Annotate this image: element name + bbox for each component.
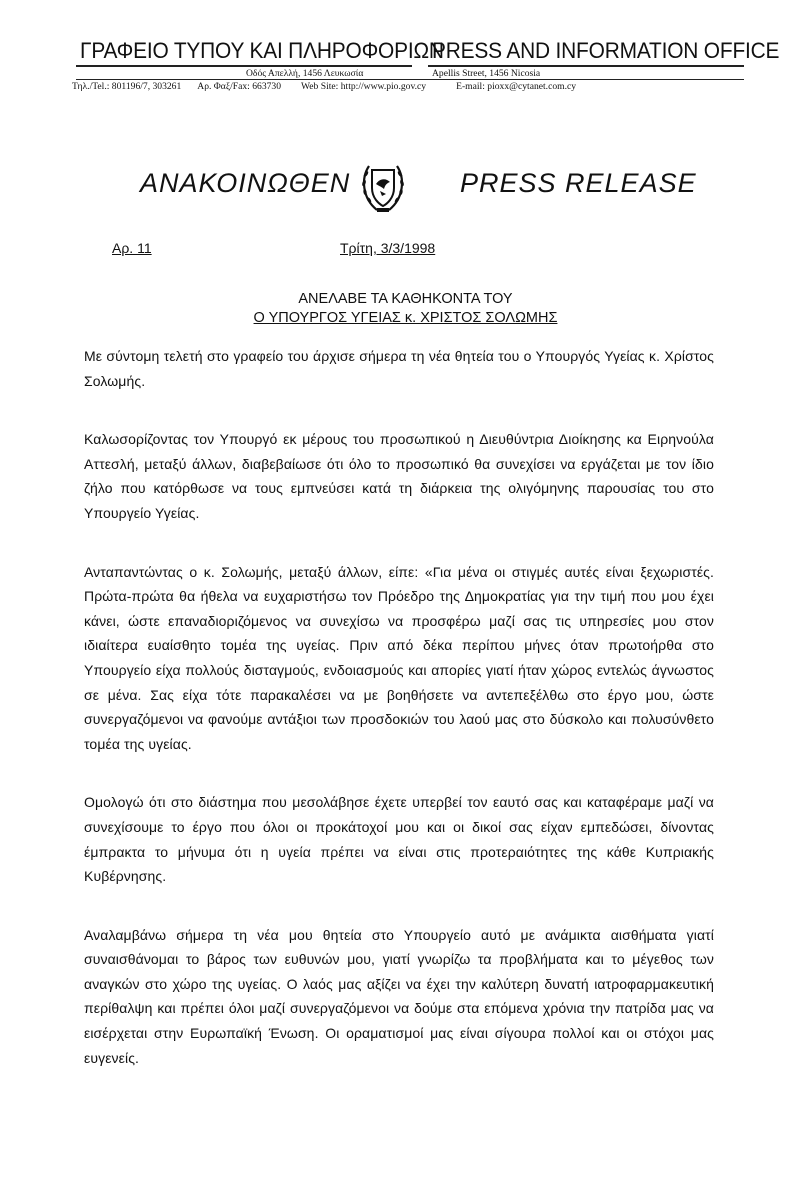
header-rule-left xyxy=(76,65,412,67)
body-paragraph: Ανταπαντώντας ο κ. Σολωμής, μεταξύ άλλων, είπε: «Για μένα οι στιγμές αυτές είναι ξεχωριστές. Πρώτα-πρώτα θα ήθελα να ευχαριστήσω τον Πρόεδρο της Δημοκρατίας για την τιμή που μου έχει κάνει, ώστε επαναδιοριζόμενος να συνεχίσω να προσφέρω μαζί σας τις υπηρεσίες μου στον ιδιαίτερα ευαίσθητο τομέα της υγείας. Πριν από δέκα περίπου μήνες όταν πρωτοήρθα στο Υπουργείο είχα πολλούς δισταγμούς, ενδοιασμούς και απορίες γιατί ήταν χώρος εντελώς άγνωστος σε μένα. Σας είχα τότε παρακαλέσει να με βοηθήσετε να αντεπεξέλθω στο έργο μου, ώστε συνεργαζόμενοι να φανούμε αντάξιοι των προσδοκιών του λαού μας στο δύσκολο και πολυσύνθετο τομέα της υγείας. xyxy=(84,563,714,752)
body-paragraph: Με σύντομη τελετή στο γραφείο του άρχισε σήμερα τη νέα θητεία του ο Υπουργός Υγείας κ. Χρίστος Σολωμής. xyxy=(84,348,714,389)
header-rule-bottom xyxy=(76,79,744,80)
contact-line xyxy=(72,81,752,92)
address-english: Apellis Street, 1456 Nicosia xyxy=(432,68,541,79)
headline-line-2: Ο ΥΠΟΥΡΓΟΣ ΥΓΕΙΑΣ κ. ΧΡΙΣΤΟΣ ΣΟΛΩΜΗΣ xyxy=(253,310,558,326)
office-title-english: PRESS AND INFORMATION OFFICE xyxy=(432,38,780,63)
website: Web Site: http://www.pio.gov.cy xyxy=(301,81,427,92)
body-paragraph: Καλωσορίζοντας τον Υπουργό εκ μέρους του προσωπικού η Διευθύντρια Διοίκησης κα Ειρηνούλα Αττεσλή, μεταξύ άλλων, διαβεβαίωσε ότι όλο το προσωπικό θα συνεχίσει να εργάζεται με τον ίδιο ζήλο που κατόρθωσε να τους εμπνεύσει κατά τη διάρκεια της ολιγόμηνης παρουσίας του στο Υπουργείο Υγείας. xyxy=(84,431,714,521)
cyprus-coat-of-arms-icon xyxy=(360,158,406,216)
body-paragraph: Αναλαμβάνω σήμερα τη νέα μου θητεία στο Υπουργείο αυτό με ανάμικτα αισθήματα γιατί συναισθάνομαι το βάρος των ευθυνών μου, γιατί γνωρίζω τα προβλήματα και το μέγεθος των αναγκών στο χώρο της υγείας. Ο λαός μας αξίζει να έχει την καλύτερη δυνατή ιατροφαρμακευτική περίθαλψη και πρέπει όλοι μαζί συνεργαζόμενοι να δούμε στα επόμενα χρόνια την πατρίδα μας να εισέρχεται στην Ευρωπαϊκή Ένωση. Οι οραματισμοί μας είναι σίγουρα πολλοί και οι στόχοι μας ευγενείς. xyxy=(84,926,714,1066)
email: E-mail: pioxx@cytanet.com.cy xyxy=(456,81,577,92)
telephone: Τηλ./Tel.: 801196/7, 303261 xyxy=(72,81,182,92)
release-body xyxy=(84,344,714,1104)
headline-line-1: ΑΝΕΛΑΒΕ ΤΑ ΚΑΘΗΚΟΝΤΑ ΤΟΥ xyxy=(298,291,513,307)
fax: Αρ. Φαξ/Fax: 663730 xyxy=(197,81,282,92)
release-label-english: PRESS RELEASE xyxy=(460,168,697,198)
address-greek: Οδός Απελλή, 1456 Λευκωσία xyxy=(246,68,364,79)
release-date: Τρίτη, 3/3/1998 xyxy=(340,240,436,256)
office-title-greek: ΓΡΑΦΕΙΟ ΤΥΠΟΥ ΚΑΙ ΠΛΗΡΟΦΟΡΙΩΝ xyxy=(80,38,444,63)
release-label-greek: ΑΝΑΚΟΙΝΩΘΕΝ xyxy=(140,168,351,198)
release-number: Αρ. 11 xyxy=(112,240,152,256)
body-paragraph: Ομολογώ ότι στο διάστημα που μεσολάβησε έχετε υπερβεί τον εαυτό σας και καταφέραμε μαζί να συνεχίσουμε το έργο που όλοι οι προκάτοχοί μου και οι δικοί σας είχαν εμπεδώσει, δίνοντας έμπρακτα το μήνυμα ότι η υγεία πρέπει να είναι στις προτεραιότητες της κάθε Κυπριακής Κυβέρνησης. xyxy=(84,794,714,885)
header-rule-right xyxy=(428,65,744,67)
